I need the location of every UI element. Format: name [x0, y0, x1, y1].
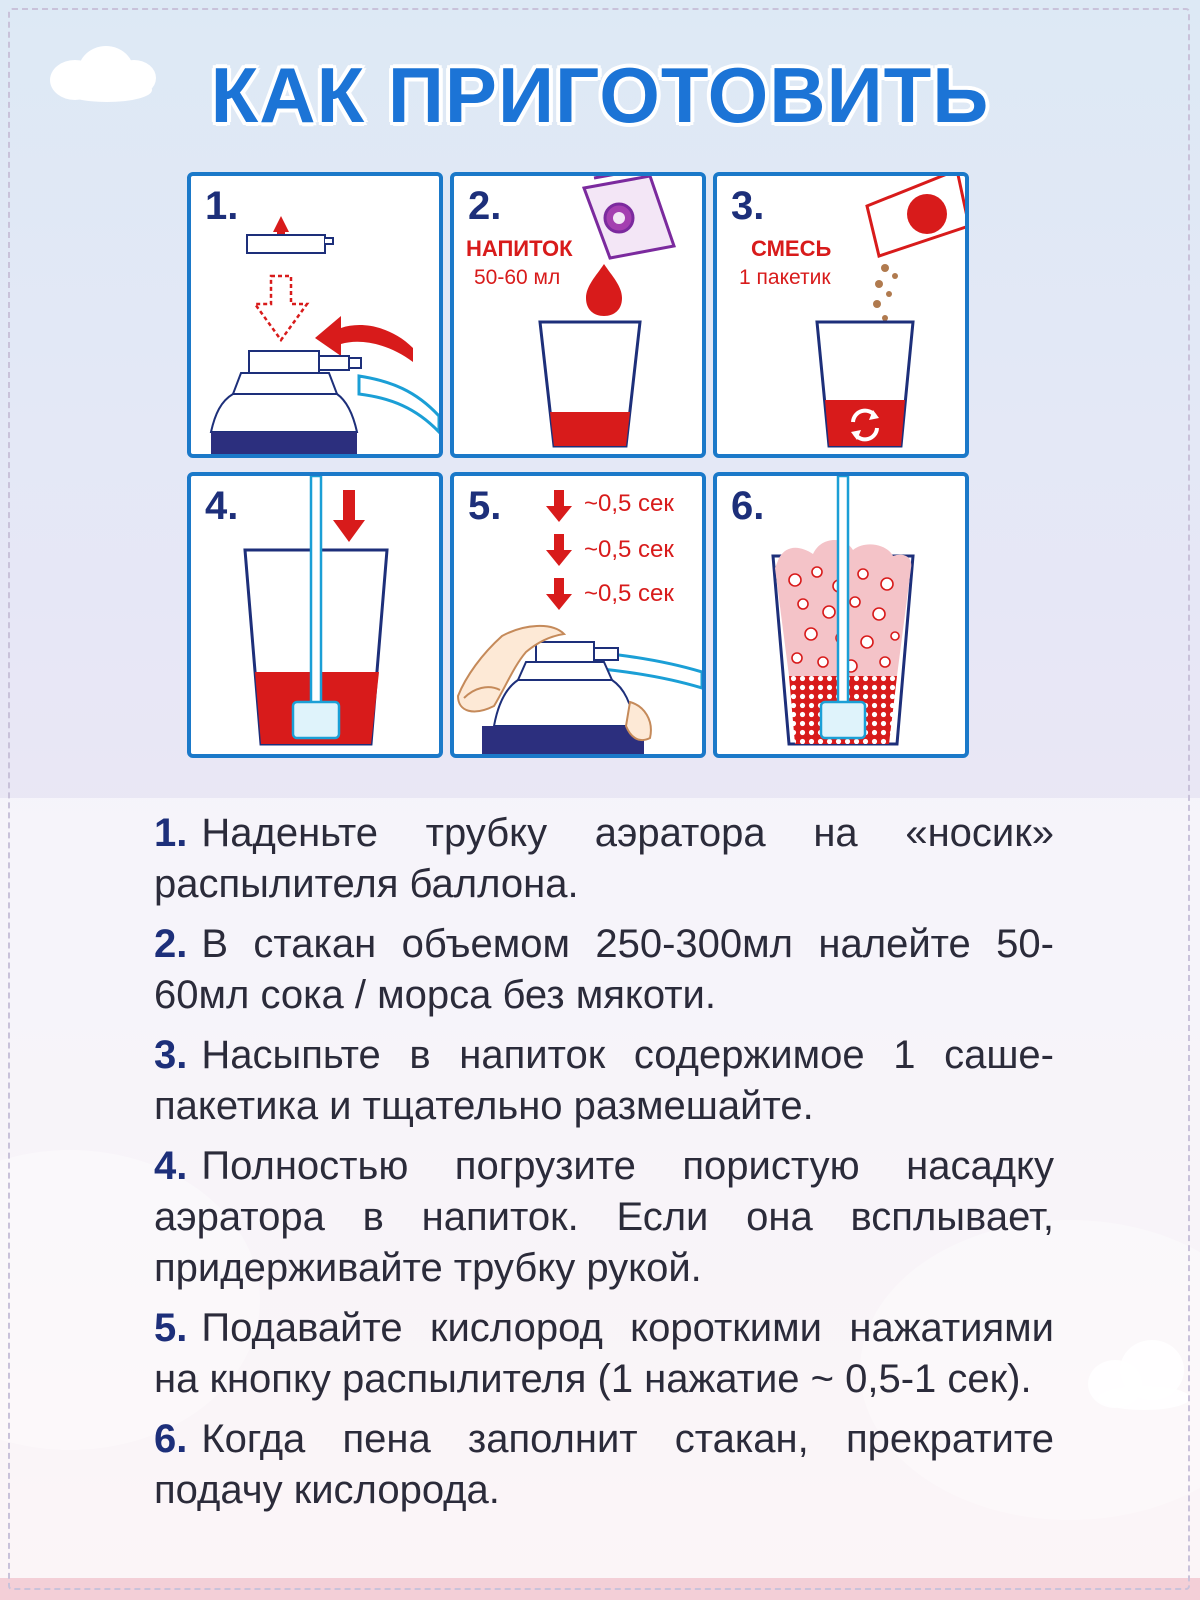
step-text: Наденьте трубку аэратора на «носик» распылителя баллона.	[154, 811, 1054, 906]
step-number: 4.	[154, 1144, 188, 1188]
bottom-strip	[0, 1578, 1200, 1600]
can-body-shape	[211, 432, 357, 454]
panel-number: 2.	[468, 184, 502, 228]
instruction-step-3	[154, 1030, 1054, 1132]
tube-shape	[359, 376, 439, 432]
down-arrow-icon	[333, 490, 365, 542]
step-number: 1.	[154, 811, 188, 855]
mix-amount-label: 1 пакетик	[739, 266, 831, 289]
panel-step-5	[450, 472, 706, 758]
mix-label: СМЕСЬ	[751, 236, 832, 261]
drink-level-shape	[550, 412, 630, 446]
down-arrow-icon	[546, 490, 572, 522]
drink-label: НАПИТОК	[466, 236, 573, 261]
step-text: Когда пена заполнит стакан, прекратите подачу кислорода.	[154, 1417, 1054, 1512]
instruction-step-1	[154, 808, 1054, 910]
aerator-nozzle-shape	[293, 702, 339, 738]
instructions-list	[154, 808, 1054, 1525]
instruction-step-6	[154, 1414, 1054, 1516]
down-arrow-icon	[546, 534, 572, 566]
panel-number: 4.	[205, 484, 239, 528]
instruction-step-5	[154, 1303, 1054, 1405]
step-text: Полностью погрузите пористую насадку аэратора в напиток. Если она всплывает, придерживайте трубку рукой.	[154, 1144, 1054, 1290]
press-duration-label: ~0,5 сек	[584, 490, 674, 517]
panel-number: 3.	[731, 184, 765, 228]
step-number: 5.	[154, 1306, 188, 1350]
panel-step-6	[713, 472, 969, 758]
down-arrow-outline-icon	[255, 276, 307, 340]
press-duration-label: ~0,5 сек	[584, 580, 674, 607]
panel-step-3	[713, 172, 969, 458]
instruction-step-2	[154, 919, 1054, 1021]
can-top-shape	[211, 394, 357, 432]
can-body-shape	[482, 726, 644, 754]
panel-step-1	[187, 172, 443, 458]
press-arrows	[546, 490, 572, 610]
panel-number: 6.	[731, 484, 765, 528]
page-title: КАК ПРИГОТОВИТЬ	[210, 51, 990, 139]
drop-icon	[586, 264, 622, 316]
step-number: 3.	[154, 1033, 188, 1077]
can-top-shape	[494, 680, 634, 726]
step-number: 2.	[154, 922, 188, 966]
down-arrow-icon	[546, 578, 572, 610]
aerator-tube-shape	[311, 476, 321, 704]
panel-number: 5.	[468, 484, 502, 528]
panel-number: 1.	[205, 184, 239, 228]
panel-step-4	[187, 472, 443, 758]
panel-step-2	[450, 172, 706, 458]
step-number: 6.	[154, 1417, 188, 1461]
press-duration-label: ~0,5 сек	[584, 536, 674, 563]
step-text: В стакан объемом 250-300мл налейте 50-60мл сока / морса без мякоти.	[154, 922, 1054, 1017]
instruction-step-4	[154, 1141, 1054, 1294]
step-text: Подавайте кислород короткими нажатиями на кнопку распылителя (1 нажатие ~ 0,5-1 сек).	[154, 1306, 1054, 1401]
drink-volume-label: 50-60 мл	[474, 266, 561, 289]
step-text: Насыпьте в напиток содержимое 1 саше-пакетика и тщательно размешайте.	[154, 1033, 1054, 1128]
cap-shape	[247, 235, 325, 253]
aerator-tube-shape	[838, 476, 848, 704]
aerator-nozzle-shape	[821, 702, 865, 738]
